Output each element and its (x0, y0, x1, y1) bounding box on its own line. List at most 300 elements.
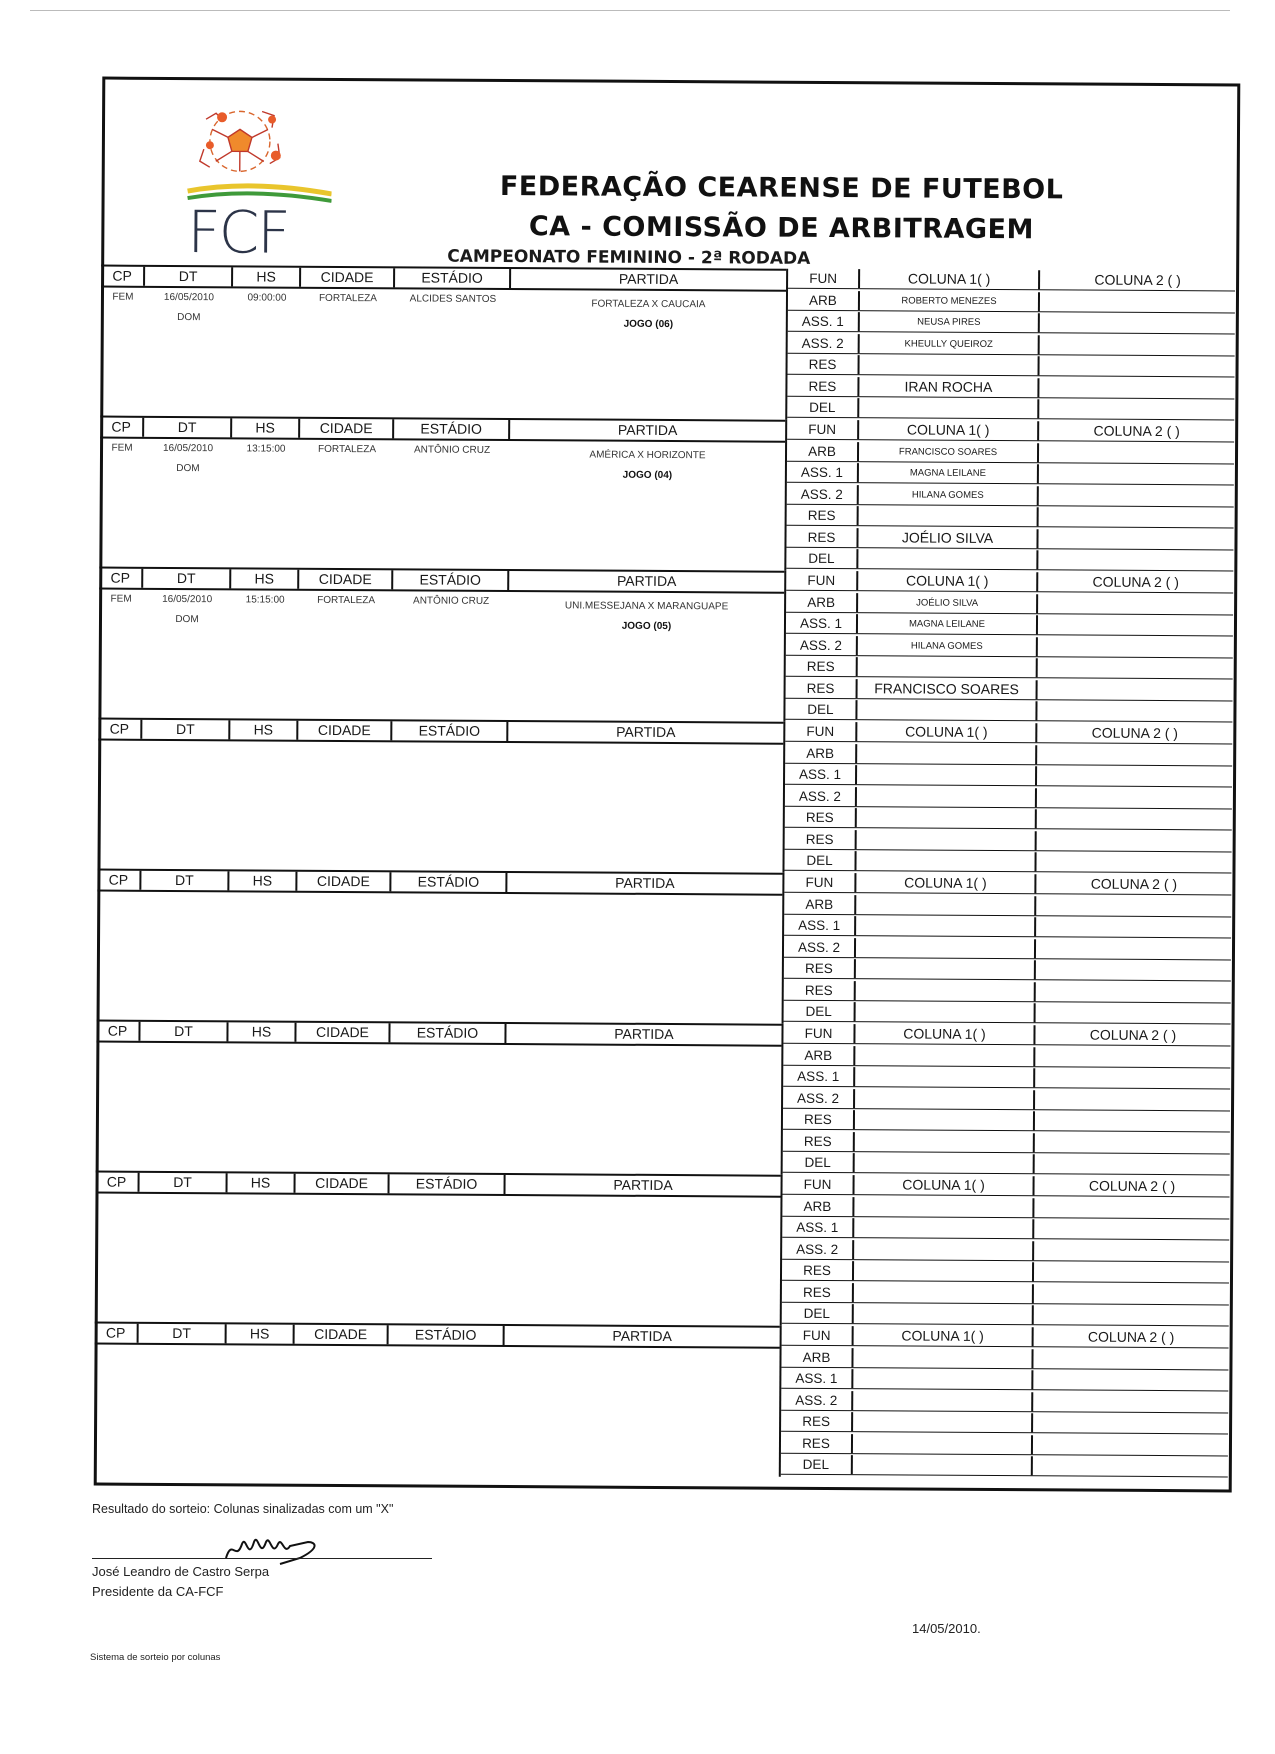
function-label: ASS. 2 (787, 484, 859, 503)
function-header-row (782, 1326, 1229, 1349)
match-value (505, 1200, 780, 1202)
function-row (786, 549, 1233, 572)
game-number: JOGO (04) (622, 469, 673, 482)
header-row (97, 869, 782, 896)
function-row (781, 1412, 1228, 1435)
city-value: FORTALEZA (318, 292, 377, 305)
match-value (508, 747, 783, 749)
column1-referee (855, 1153, 1035, 1173)
column2-referee (1039, 378, 1234, 398)
function-label: RES (786, 527, 858, 546)
column2-referee (1038, 637, 1233, 657)
function-header-row (786, 571, 1233, 594)
function-row (785, 786, 1232, 809)
column1-referee (856, 916, 1036, 936)
column1-referee (853, 1369, 1033, 1389)
function-row (786, 678, 1233, 701)
estadio-header: ESTÁDIO (391, 872, 507, 892)
cidade-header: CIDADE (296, 1174, 390, 1194)
cp-value: FEM (110, 593, 132, 605)
column1-referee (857, 765, 1037, 785)
referee-panel (785, 269, 1235, 423)
column1-referee: HILANA GOMES (859, 485, 1039, 505)
function-row (781, 1369, 1228, 1392)
cp-header: CP (97, 871, 141, 890)
city-value: FORTALEZA (318, 443, 377, 456)
soccer-ball-icon (182, 99, 333, 210)
column1-referee: KHEULLY QUEIROZ (860, 334, 1040, 354)
column1-referee (855, 1110, 1035, 1130)
function-row (781, 1347, 1228, 1370)
column1-referee (853, 1391, 1033, 1411)
function-label: FUN (788, 269, 860, 288)
game-block (95, 1171, 1228, 1329)
function-row (782, 1282, 1229, 1305)
function-row (783, 1067, 1230, 1090)
column2-referee (1034, 1284, 1229, 1304)
cp-header: CP (96, 1022, 140, 1041)
day-value (138, 1365, 226, 1366)
estadio-header: ESTÁDIO (389, 1325, 505, 1345)
function-label: ARB (784, 894, 856, 913)
cp-header: CP (96, 1173, 140, 1192)
function-label: DEL (781, 1455, 853, 1474)
game-number (508, 767, 783, 769)
function-label: RES (787, 506, 859, 525)
function-label: RES (785, 829, 857, 848)
column1-referee (855, 1089, 1035, 1109)
partida-header: PARTIDA (616, 572, 677, 590)
column2-header: COLUNA 2 ( ) (1088, 1177, 1176, 1195)
hs-header: HS (232, 418, 300, 437)
dt-header: DT (141, 871, 229, 891)
dt-header: DT (140, 1022, 228, 1042)
column2-referee (1036, 939, 1231, 959)
match-value: UNI.MESSEJANA X MARANGUAPE (564, 600, 729, 613)
function-label: DEL (785, 700, 857, 719)
column1-referee (854, 1261, 1034, 1281)
column2-referee (1038, 529, 1233, 549)
function-label: ASS. 2 (785, 786, 857, 805)
function-label: ASS. 1 (786, 614, 858, 633)
function-label: ASS. 1 (785, 765, 857, 784)
function-label: ASS. 1 (781, 1369, 853, 1388)
function-label: RES (781, 1412, 853, 1431)
column2-referee (1038, 658, 1233, 678)
day-value (142, 761, 230, 762)
function-label: FUN (787, 420, 859, 439)
hs-header: HS (228, 1173, 296, 1192)
partida-header: PARTIDA (616, 723, 676, 741)
function-label: ARB (785, 743, 857, 762)
function-row (784, 959, 1231, 982)
header-row (98, 718, 783, 745)
column1-referee: MAGNA LEILANE (858, 614, 1038, 634)
column1-referee: FRANCISCO SOARES (859, 442, 1039, 462)
function-header-row (788, 269, 1235, 292)
function-label: RES (788, 355, 860, 374)
partida-header: PARTIDA (618, 270, 679, 288)
function-row (784, 894, 1231, 917)
date-value: 16/05/2010 (163, 291, 215, 304)
column2-referee (1040, 313, 1235, 333)
time-value: 09:00:00 (247, 292, 287, 304)
dt-header: DT (142, 720, 230, 740)
column2-header: COLUNA 2 ( ) (1089, 1026, 1177, 1044)
column1-referee (853, 1348, 1033, 1368)
function-row (782, 1196, 1229, 1219)
function-row (787, 506, 1234, 529)
estadio-header: ESTÁDIO (395, 268, 511, 288)
column2-referee (1034, 1262, 1229, 1282)
column2-referee (1036, 896, 1231, 916)
logo-text: FCF (187, 198, 289, 267)
column2-referee (1033, 1456, 1228, 1476)
header-row (96, 1020, 781, 1047)
partida-header: PARTIDA (614, 1025, 674, 1043)
column1-referee (857, 700, 1037, 720)
game-number: JOGO (06) (623, 318, 674, 331)
stadium-value: ANTÔNIO CRUZ (413, 444, 491, 456)
column2-referee (1033, 1349, 1228, 1369)
match-value (506, 1049, 781, 1051)
column1-referee (856, 851, 1036, 871)
game-number (504, 1371, 779, 1373)
federation-title: FEDERAÇÃO CEARENSE DE FUTEBOL (499, 170, 1064, 206)
dt-header: DT (145, 267, 233, 287)
column2-referee (1035, 1090, 1230, 1110)
column1-referee (856, 895, 1036, 915)
function-row (782, 1218, 1229, 1241)
cp-header: CP (95, 1324, 139, 1343)
column1-referee (854, 1197, 1034, 1217)
column1-header: COLUNA 1( ) (855, 1024, 1035, 1044)
column1-referee (857, 830, 1037, 850)
column2-referee (1038, 594, 1233, 614)
date-value: 16/05/2010 (162, 442, 214, 455)
column2-referee (1039, 399, 1234, 419)
partida-header: PARTIDA (612, 1327, 672, 1345)
column2-referee (1035, 1068, 1230, 1088)
column2-header: COLUNA 2 ( ) (1094, 271, 1181, 289)
function-row (786, 527, 1233, 550)
time-value: 13:15:00 (246, 443, 286, 455)
column2-referee (1034, 1305, 1229, 1325)
function-row (783, 1153, 1230, 1176)
column2-referee (1035, 1133, 1230, 1153)
referee-panel (782, 873, 1232, 1027)
column2-referee (1040, 292, 1235, 312)
function-row (782, 1239, 1229, 1262)
column2-header: COLUNA 2 ( ) (1090, 875, 1178, 893)
dt-header: DT (139, 1324, 227, 1344)
function-label: RES (783, 1110, 855, 1129)
column1-referee: HILANA GOMES (858, 636, 1038, 656)
day-value (139, 1214, 227, 1215)
column2-referee (1039, 464, 1234, 484)
function-label: ARB (783, 1045, 855, 1064)
column1-referee (856, 938, 1036, 958)
function-label: FUN (786, 571, 858, 590)
column2-referee (1037, 788, 1232, 808)
function-label: FUN (783, 1024, 855, 1043)
function-label: RES (784, 959, 856, 978)
column2-referee (1036, 917, 1231, 937)
column1-header: COLUNA 1( ) (854, 1326, 1034, 1346)
function-label: DEL (784, 851, 856, 870)
column1-referee: JOÉLIO SILVA (858, 528, 1038, 548)
header-row (95, 1322, 780, 1349)
column2-referee (1034, 1219, 1229, 1239)
game-block (99, 416, 1232, 574)
function-label: RES (785, 808, 857, 827)
referee-panel (781, 1024, 1231, 1178)
column1-header: COLUNA 1( ) (858, 571, 1038, 591)
column1-referee (855, 1132, 1035, 1152)
partida-header: PARTIDA (615, 874, 675, 892)
function-row (785, 765, 1232, 788)
column2-referee (1037, 766, 1232, 786)
column1-referee (853, 1455, 1033, 1475)
cp-header: CP (98, 720, 142, 739)
dt-header: DT (144, 418, 232, 438)
column1-referee: ROBERTO MENEZES (860, 291, 1040, 311)
column2-referee (1033, 1435, 1228, 1455)
scan-edge (30, 10, 1230, 11)
column1-referee (857, 808, 1037, 828)
column2-referee (1040, 356, 1235, 376)
partida-header: PARTIDA (617, 421, 678, 439)
day-value: DOM (175, 613, 199, 626)
function-row (783, 1131, 1230, 1154)
column2-referee (1036, 960, 1231, 980)
column1-header: COLUNA 1( ) (855, 1175, 1035, 1195)
day-value: DOM (177, 311, 201, 324)
stadium-value: ALCIDES SANTOS (409, 293, 497, 305)
function-label: RES (787, 376, 859, 395)
function-row (781, 1455, 1228, 1478)
form-frame (94, 77, 1241, 1494)
cidade-header: CIDADE (298, 721, 392, 741)
system-note: Sistema de sorteio por colunas (90, 1652, 221, 1663)
column2-header: COLUNA 2 ( ) (1091, 724, 1179, 742)
column2-header: COLUNA 2 ( ) (1087, 1328, 1175, 1346)
column1-referee: NEUSA PIRES (860, 312, 1040, 332)
day-value: DOM (176, 462, 200, 475)
cidade-header: CIDADE (299, 570, 393, 590)
function-row (786, 592, 1233, 615)
function-row (782, 1304, 1229, 1327)
function-row (788, 333, 1235, 356)
column2-referee (1033, 1392, 1228, 1412)
function-label: FUN (785, 722, 857, 741)
function-row (783, 1110, 1230, 1133)
game-number: JOGO (05) (621, 620, 672, 633)
cidade-header: CIDADE (301, 268, 395, 288)
function-row (786, 614, 1233, 637)
day-value (140, 1063, 228, 1064)
match-value (505, 1351, 780, 1353)
function-label: ASS. 1 (782, 1218, 854, 1237)
function-row (788, 355, 1235, 378)
function-row (781, 1433, 1228, 1456)
column1-header: COLUNA 1( ) (860, 269, 1040, 289)
column2-referee (1037, 809, 1232, 829)
match-value: AMÉRICA X HORIZONTE (589, 449, 706, 462)
hs-header: HS (228, 1022, 296, 1041)
function-label: ASS. 1 (787, 463, 859, 482)
game-block (100, 265, 1233, 423)
estadio-header: ESTÁDIO (393, 570, 509, 590)
column1-referee: FRANCISCO SOARES (858, 679, 1038, 699)
function-label: ASS. 2 (782, 1239, 854, 1258)
column1-referee (858, 549, 1038, 569)
column2-referee (1038, 550, 1233, 570)
game-block (96, 1020, 1229, 1178)
referee-panel (783, 571, 1233, 725)
function-row (784, 937, 1231, 960)
column2-referee (1036, 852, 1231, 872)
function-row (787, 463, 1234, 486)
hs-header: HS (231, 569, 299, 588)
function-row (788, 312, 1235, 335)
column2-referee (1035, 1111, 1230, 1131)
function-row (784, 916, 1231, 939)
hs-header: HS (233, 267, 301, 286)
time-value: 15:15:00 (245, 594, 285, 606)
cidade-header: CIDADE (300, 419, 394, 439)
column2-referee (1036, 1003, 1231, 1023)
column1-referee (857, 744, 1037, 764)
column2-referee (1037, 831, 1232, 851)
column1-referee (859, 398, 1039, 418)
function-row (786, 657, 1233, 680)
column2-referee (1036, 982, 1231, 1002)
column2-referee (1037, 745, 1232, 765)
column1-referee (853, 1412, 1033, 1432)
signer-role: Presidente da CA-FCF (92, 1584, 224, 1599)
function-row (785, 808, 1232, 831)
column2-referee (1033, 1370, 1228, 1390)
column1-referee (854, 1283, 1034, 1303)
column1-referee (854, 1240, 1034, 1260)
game-block (97, 718, 1230, 876)
column1-referee (855, 1067, 1035, 1087)
function-label: ASS. 2 (788, 333, 860, 352)
dt-header: DT (143, 569, 231, 589)
function-label: ASS. 1 (784, 916, 856, 935)
column2-referee (1035, 1047, 1230, 1067)
cidade-header: CIDADE (296, 1023, 390, 1043)
function-row (787, 398, 1234, 421)
column1-referee (856, 1002, 1036, 1022)
function-label: RES (783, 1131, 855, 1150)
column1-referee (854, 1304, 1034, 1324)
function-label: RES (781, 1433, 853, 1452)
function-label: ARB (787, 441, 859, 460)
match-value (507, 898, 782, 900)
function-label: DEL (782, 1304, 854, 1323)
function-row (781, 1390, 1228, 1413)
function-row (786, 635, 1233, 658)
function-header-row (785, 722, 1232, 745)
column1-referee (856, 981, 1036, 1001)
column2-header: COLUNA 2 ( ) (1093, 422, 1180, 440)
function-label: ASS. 1 (783, 1067, 855, 1086)
function-row (784, 851, 1231, 874)
signer-name: José Leandro de Castro Serpa (92, 1564, 270, 1579)
referee-panel (780, 1175, 1230, 1329)
function-header-row (783, 1024, 1230, 1047)
column1-referee (859, 506, 1039, 526)
column2-referee (1034, 1198, 1229, 1218)
column2-referee (1037, 701, 1232, 721)
cp-header: CP (99, 569, 143, 588)
function-label: DEL (783, 1153, 855, 1172)
column2-referee (1039, 443, 1234, 463)
column2-header: COLUNA 2 ( ) (1092, 573, 1179, 591)
function-label: ARB (786, 592, 858, 611)
function-row (788, 290, 1235, 313)
cp-header: CP (101, 267, 145, 286)
function-label: DEL (787, 398, 859, 417)
function-row (783, 1045, 1230, 1068)
header-row (95, 1171, 780, 1198)
column2-referee (1035, 1154, 1230, 1174)
column1-referee: IRAN ROCHA (859, 377, 1039, 397)
function-label: ASS. 2 (786, 635, 858, 654)
date-value: 16/05/2010 (162, 593, 213, 606)
function-label: ARB (782, 1196, 854, 1215)
cidade-header: CIDADE (297, 872, 391, 892)
document-date: 14/05/2010. (912, 1621, 981, 1636)
function-label: ASS. 2 (783, 1088, 855, 1107)
function-row (784, 980, 1231, 1003)
column2-referee (1033, 1413, 1228, 1433)
partida-header: PARTIDA (613, 1176, 673, 1194)
function-label: RES (782, 1282, 854, 1301)
estadio-header: ESTÁDIO (390, 1174, 506, 1194)
function-label: ASS. 2 (781, 1390, 853, 1409)
function-row (785, 829, 1232, 852)
referee-panel (779, 1326, 1229, 1480)
function-label: RES (786, 678, 858, 697)
fcf-logo (181, 99, 332, 270)
game-block (97, 869, 1230, 1027)
function-label: DEL (786, 549, 858, 568)
championship-title: CAMPEONATO FEMININO - 2ª RODADA (447, 246, 811, 269)
function-row (785, 700, 1232, 723)
function-row (783, 1088, 1230, 1111)
column2-referee (1039, 486, 1234, 506)
game-block (94, 1322, 1227, 1480)
column1-referee (860, 355, 1040, 375)
function-row (787, 376, 1234, 399)
hs-header: HS (229, 871, 297, 890)
column1-header: COLUNA 1( ) (856, 873, 1036, 893)
column1-referee (854, 1218, 1034, 1238)
cp-header: CP (100, 418, 144, 437)
signature (220, 1528, 330, 1568)
function-row (785, 743, 1232, 766)
function-row (787, 484, 1234, 507)
column1-referee (857, 787, 1037, 807)
referee-panel (782, 722, 1232, 876)
function-label: RES (784, 980, 856, 999)
function-label: RES (782, 1261, 854, 1280)
day-value (141, 912, 229, 913)
function-label: FUN (782, 1326, 854, 1345)
